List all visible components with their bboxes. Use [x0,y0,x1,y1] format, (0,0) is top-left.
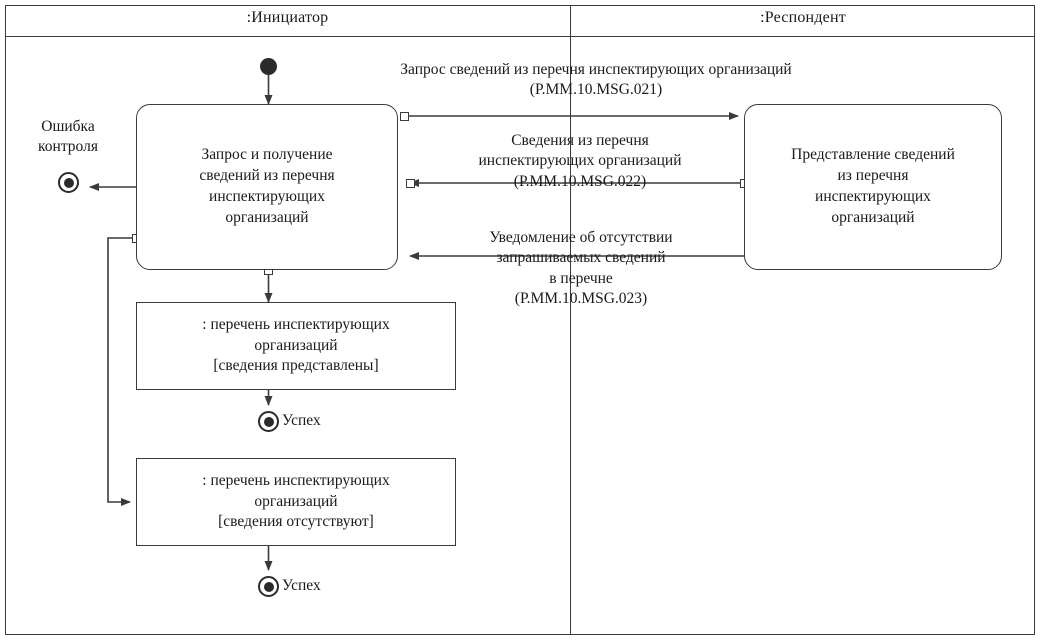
line: Уведомление об отсутствии [489,229,673,246]
end-node-success-2-icon [258,576,279,597]
activity-present-information-label [791,145,955,228]
line: Ошибка [41,118,95,135]
activity-request-and-receive-label [199,145,334,228]
object-list-information-absent[interactable] [136,458,456,546]
line: из перечня [837,167,909,185]
lane-header-rule [5,36,1035,37]
line: инспектирующих [815,188,931,205]
line: (Р.ММ.10.MSG.021) [529,81,663,99]
line: [сведения представлены] [213,357,379,375]
line: : перечень инспектирующих [202,315,390,333]
line: инспектирующих [209,188,325,205]
line: Запрос и получение [201,146,333,164]
object-list-information-present-label [202,315,389,377]
label-message-022 [420,131,740,192]
line: Запрос сведений из перечня инспектирующих организаций [400,61,792,78]
label-message-021 [286,60,906,101]
line: сведений из перечня [199,167,335,185]
line: Представление сведений [791,146,955,164]
line: запрашиваемых сведений [496,249,666,267]
object-list-information-present[interactable] [136,302,456,390]
line: организаций [831,208,915,226]
line: (Р.ММ.10.MSG.023) [514,290,648,308]
line: Сведения из перечня [511,132,649,149]
line: контроля [38,138,98,156]
line: организаций [225,208,309,226]
line: [сведения отсутствуют] [218,513,374,531]
label-success-2: Успех [282,577,321,594]
line: в перечне [549,269,613,287]
line: (Р.ММ.10.MSG.022) [513,172,647,190]
line: организаций [254,492,338,510]
port-request-right-mid [406,179,415,188]
port-request-right-top [400,112,409,121]
object-list-information-absent-label [202,471,389,533]
lane-title-respondent: :Респондент [760,9,846,26]
lane-title-initiator: :Инициатор [246,9,329,26]
end-node-success-1-icon [258,411,279,432]
label-error-control [18,117,118,158]
line: инспектирующих организаций [478,152,682,170]
activity-request-and-receive[interactable] [136,104,398,270]
label-message-023 [418,228,744,310]
start-node-icon [260,58,277,75]
activity-present-information[interactable] [744,104,1002,270]
end-node-error-icon [58,172,79,193]
label-success-1: Успех [282,412,321,429]
line: : перечень инспектирующих [202,471,390,489]
line: организаций [254,336,338,354]
